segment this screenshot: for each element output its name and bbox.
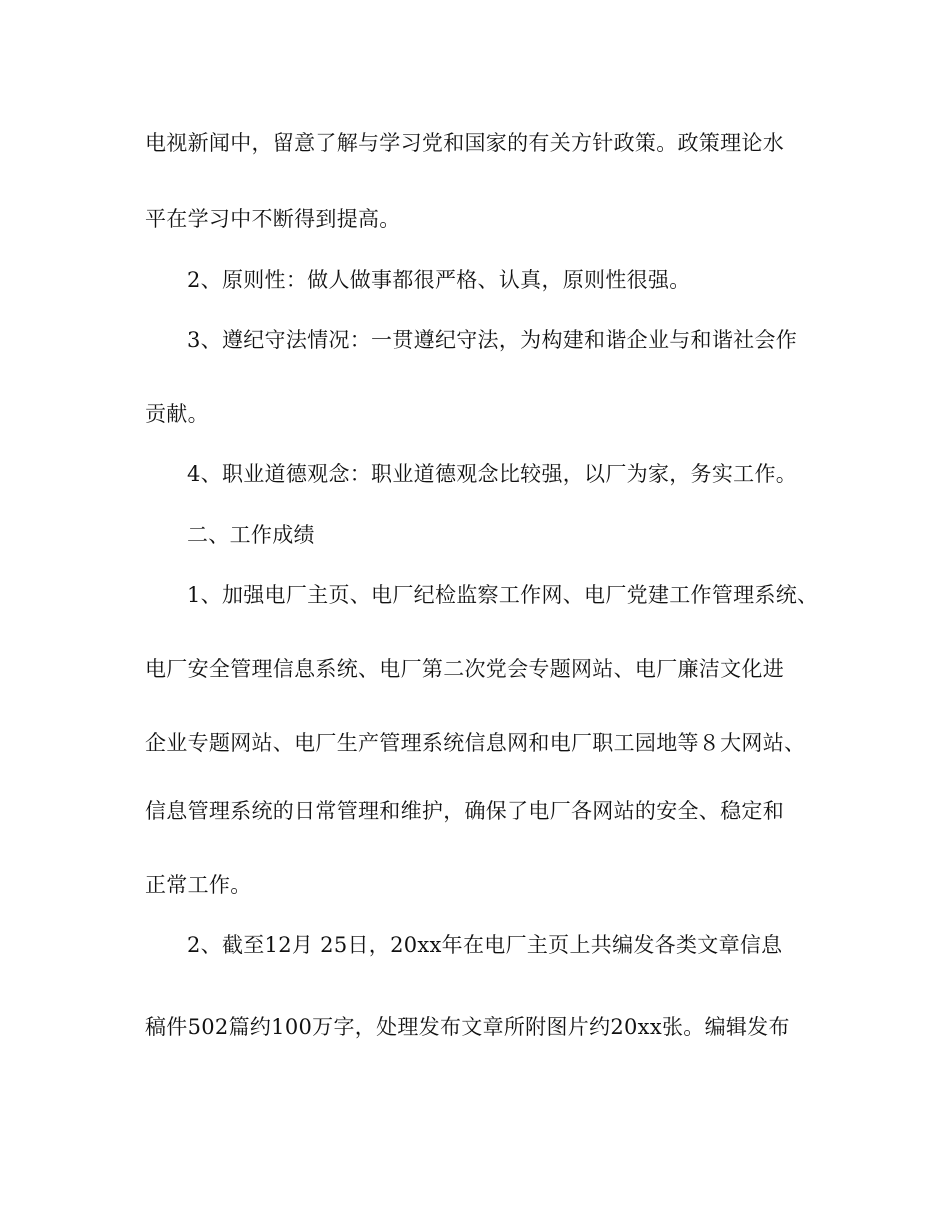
paragraph-principle: 2、原则性：做人做事都很严格、认真，原则性很强。 [187,268,691,292]
section-heading: 二、工作成绩 [187,523,315,547]
text-line: 稿件502篇约100万字，处理发布文章所附图片约20xx张。编辑发布 [145,1015,790,1039]
text-line: 贡献。 [145,402,209,426]
text-line: 信息管理系统的日常管理和维护，确保了电厂各网站的安全、稳定和 [145,799,784,823]
paragraph-professional-ethics: 4、职业道德观念：职业道德观念比较强，以厂为家，务实工作。 [187,462,798,486]
text-line: 企业专题网站、电厂生产管理系统信息网和电厂职工园地等８大网站、 [145,731,806,755]
text-line: 正常工作。 [145,873,252,897]
text-line: 平在学习中不断得到提高。 [145,207,401,231]
text-line: 电视新闻中，留意了解与学习党和国家的有关方针政策。政策理论水 [145,131,784,155]
text-line: 电厂安全管理信息系统、电厂第二次党会专题网站、电厂廉洁文化进 [145,657,784,681]
paragraph-websites: 1、加强电厂主页、电厂纪检监察工作网、电厂党建工作管理系统、 [187,583,819,607]
paragraph-articles: 2、截至12月 25日，20xx年在电厂主页上共编发各类文章信息 [187,933,783,957]
paragraph-law-compliance: 3、遵纪守法情况：一贯遵纪守法，为构建和谐企业与和谐社会作 [187,328,798,352]
